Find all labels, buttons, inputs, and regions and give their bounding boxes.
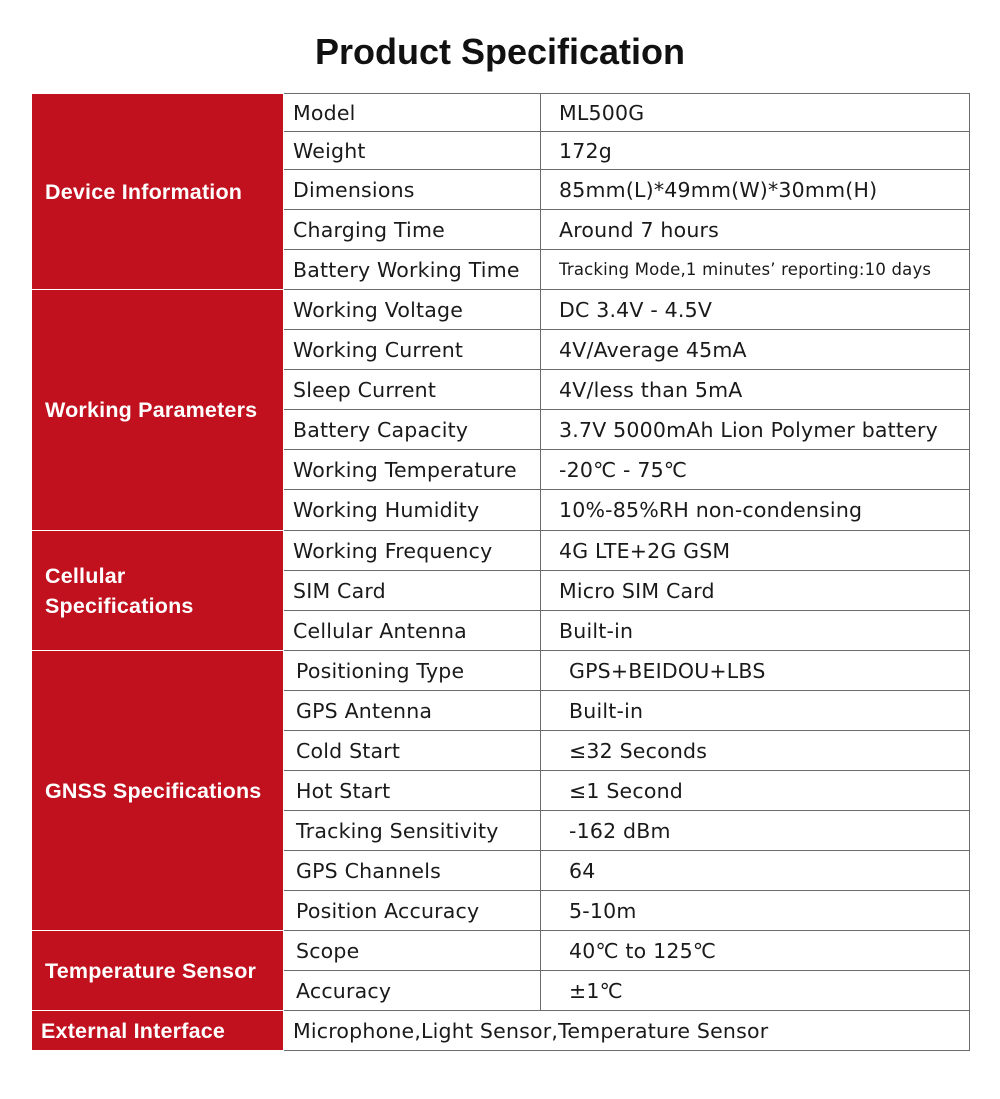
category-line: Cellular [45, 563, 126, 588]
value-gps-channels: 64 [541, 851, 970, 891]
param-positioning-type: Positioning Type [284, 651, 541, 691]
category-gnss-specifications: GNSS Specifications [33, 651, 284, 931]
param-weight: Weight [284, 132, 541, 170]
param-gps-antenna: GPS Antenna [284, 691, 541, 731]
table-row [33, 1011, 970, 1051]
table-row [33, 651, 970, 691]
value-external-interface: Microphone,Light Sensor,Temperature Sensor [284, 1011, 970, 1051]
value-dimensions: 85mm(L)*49mm(W)*30mm(H) [541, 170, 970, 210]
param-model: Model [284, 94, 541, 132]
table-row [33, 290, 970, 330]
value-position-accuracy: 5-10m [541, 891, 970, 931]
value-battery-capacity: 3.7V 5000mAh Lion Polymer battery [541, 410, 970, 450]
table-row [33, 531, 970, 571]
param-working-voltage: Working Voltage [284, 290, 541, 330]
category-working-parameters: Working Parameters [33, 290, 284, 531]
value-tracking-sensitivity: -162 dBm [541, 811, 970, 851]
category-line: Specifications [45, 593, 194, 618]
spec-table [32, 93, 970, 1051]
param-position-accuracy: Position Accuracy [284, 891, 541, 931]
value-weight: 172g [541, 132, 970, 170]
param-dimensions: Dimensions [284, 170, 541, 210]
value-accuracy: ±1℃ [541, 971, 970, 1011]
table-row [33, 931, 970, 971]
param-working-current: Working Current [284, 330, 541, 370]
category-cellular-specifications [33, 531, 284, 651]
value-working-temperature: -20℃ - 75℃ [541, 450, 970, 490]
param-cold-start: Cold Start [284, 731, 541, 771]
value-hot-start: ≤1 Second [541, 771, 970, 811]
value-sim-card: Micro SIM Card [541, 571, 970, 611]
param-hot-start: Hot Start [284, 771, 541, 811]
value-cold-start: ≤32 Seconds [541, 731, 970, 771]
param-scope: Scope [284, 931, 541, 971]
value-sleep-current: 4V/less than 5mA [541, 370, 970, 410]
value-working-humidity: 10%-85%RH non-condensing [541, 490, 970, 531]
value-model: ML500G [541, 94, 970, 132]
param-sim-card: SIM Card [284, 571, 541, 611]
param-charging-time: Charging Time [284, 210, 541, 250]
param-accuracy: Accuracy [284, 971, 541, 1011]
param-working-frequency: Working Frequency [284, 531, 541, 571]
page-title: Product Specification [314, 31, 686, 72]
param-working-temperature: Working Temperature [284, 450, 541, 490]
value-working-current: 4V/Average 45mA [541, 330, 970, 370]
category-external-interface: External Interface [33, 1011, 284, 1051]
param-sleep-current: Sleep Current [284, 370, 541, 410]
category-device-information: Device Information [33, 94, 284, 290]
value-positioning-type: GPS+BEIDOU+LBS [541, 651, 970, 691]
param-working-humidity: Working Humidity [284, 490, 541, 531]
param-battery-working-time: Battery Working Time [284, 250, 541, 290]
value-working-frequency: 4G LTE+2G GSM [541, 531, 970, 571]
value-gps-antenna: Built-in [541, 691, 970, 731]
param-battery-capacity: Battery Capacity [284, 410, 541, 450]
value-working-voltage: DC 3.4V - 4.5V [541, 290, 970, 330]
table-row [33, 94, 970, 132]
value-cellular-antenna: Built-in [541, 611, 970, 651]
value-scope: 40℃ to 125℃ [541, 931, 970, 971]
param-gps-channels: GPS Channels [284, 851, 541, 891]
param-tracking-sensitivity: Tracking Sensitivity [284, 811, 541, 851]
value-charging-time: Around 7 hours [541, 210, 970, 250]
param-cellular-antenna: Cellular Antenna [284, 611, 541, 651]
value-battery-working-time: Tracking Mode,1 minutes’ reporting:10 days [541, 250, 970, 290]
category-temperature-sensor: Temperature Sensor [33, 931, 284, 1011]
